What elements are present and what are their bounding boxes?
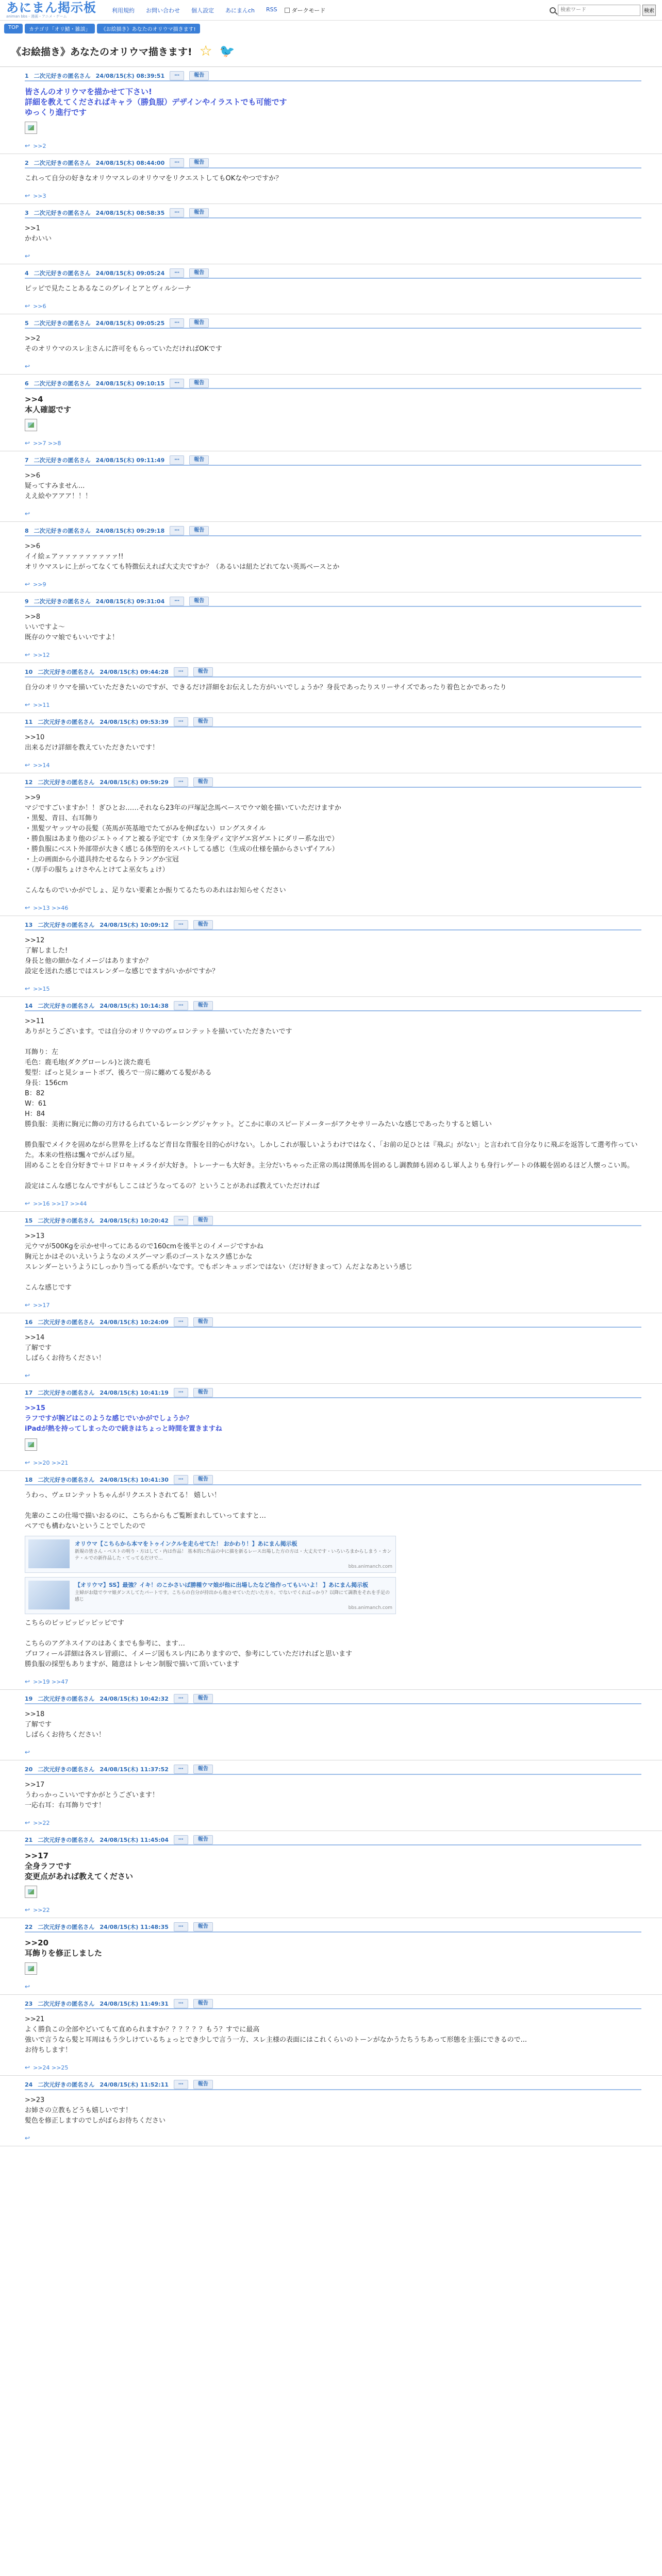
reply-links[interactable]: >>19 >>47 bbox=[33, 1678, 69, 1685]
post-number[interactable]: 6 bbox=[25, 380, 29, 387]
post-author: 二次元好きの匿名さん bbox=[38, 779, 95, 786]
report-button[interactable]: 報告 bbox=[193, 1388, 213, 1397]
post-footer bbox=[25, 363, 641, 370]
reply-arrow-icon[interactable]: ↩ bbox=[25, 439, 30, 447]
page-title: 《お絵描き》あなたのオリウマ描きます! bbox=[11, 46, 192, 58]
search-bar bbox=[550, 5, 656, 16]
post-footer bbox=[25, 1819, 641, 1826]
post-body: >>13 元ウマが500Kgを示かせ中ってにあるので160cmを後半とのイメージですかね 胸元とかはそのいえいうようなのメスグーマン系のゴーストなスク感じかな スレンダーというようにしっかり当ってる系がいなです。でもポンキュッポンではない（だけ好きまって）んだよなあという感じ こんな感じです bbox=[25, 1232, 413, 1292]
post-footer bbox=[25, 761, 641, 769]
site-header bbox=[0, 0, 662, 21]
post-date: 24/08/15(木) 09:10:15 bbox=[95, 380, 165, 387]
report-button[interactable]: 報告 bbox=[189, 158, 209, 167]
post-header bbox=[25, 717, 641, 727]
post-number[interactable]: 2 bbox=[25, 159, 29, 166]
post-author: 二次元好きの匿名さん bbox=[34, 380, 91, 387]
post-number[interactable]: 17 bbox=[25, 1389, 33, 1396]
post-date: 24/08/15(木) 10:20:42 bbox=[100, 1217, 169, 1224]
post-footer bbox=[25, 439, 641, 447]
report-button[interactable]: 報告 bbox=[193, 1317, 213, 1327]
post-date: 24/08/15(木) 09:29:18 bbox=[95, 528, 165, 534]
post-id-button[interactable]: ⋯ bbox=[174, 777, 188, 787]
post-header bbox=[25, 667, 641, 677]
post bbox=[0, 1384, 662, 1471]
reply-arrow-icon[interactable]: ↩ bbox=[25, 1906, 30, 1913]
post bbox=[0, 1831, 662, 1918]
post-number[interactable]: 23 bbox=[25, 2000, 33, 2007]
post bbox=[0, 375, 662, 451]
post-footer bbox=[25, 904, 641, 911]
post-id-button[interactable]: ⋯ bbox=[174, 1475, 188, 1484]
card-host: bbs.animanch.com bbox=[348, 1564, 392, 1569]
post-header bbox=[25, 920, 641, 930]
post bbox=[0, 522, 662, 592]
report-button[interactable]: 報告 bbox=[193, 667, 213, 676]
post-body: >>15 ラフですが腕どはこのような感じでいかがでしょうか？ iPadが熱を持ってしまったので続きはちょっと時間を置きますね bbox=[25, 1404, 222, 1433]
post-number[interactable]: 7 bbox=[25, 456, 29, 464]
post-date: 24/08/15(木) 11:49:31 bbox=[100, 2001, 169, 2007]
post-body: うわっ、ヴェロンテットちゃんがリクエストされてる！ 嬉しい！ 先輩のここの仕場で描いおるのに、こちらからもご覧断まれしていってますと… ペアでも構わないということでしたので bbox=[25, 1492, 267, 1530]
post bbox=[0, 1313, 662, 1384]
reply-arrow-icon[interactable]: ↩ bbox=[25, 302, 30, 310]
post-body: >>2 そのオリウマのスレ主さんに許可をもらっていただければOKです bbox=[25, 335, 222, 353]
post-number[interactable]: 24 bbox=[25, 2081, 33, 2088]
breadcrumb-top[interactable]: TOP bbox=[4, 24, 23, 33]
post-body: >>6 疑ってすみません... ええ絵やアアア！！！ bbox=[25, 472, 92, 500]
reply-links[interactable]: >>2 bbox=[33, 142, 46, 149]
reply-links[interactable]: >>11 bbox=[33, 701, 50, 708]
post bbox=[0, 1918, 662, 1995]
post-header bbox=[25, 379, 641, 389]
post-body: >>4 本人確認です bbox=[25, 395, 72, 414]
post-date: 24/08/15(木) 10:24:09 bbox=[100, 1319, 169, 1326]
post-number[interactable]: 14 bbox=[25, 1002, 33, 1009]
post-date: 24/08/15(木) 08:58:35 bbox=[95, 210, 165, 216]
report-button[interactable]: 報告 bbox=[193, 1216, 213, 1225]
post-author: 二次元好きの匿名さん bbox=[38, 1389, 95, 1396]
post-author: 二次元好きの匿名さん bbox=[34, 160, 91, 166]
post-body-continued: こちらのピッピッピッピッピです こちらのアグネスイアのはあくまでも参考に、ます… プロフィール詳細は各スレ冒頭に、イメージ図もスレ内にありますので、参考にしていただければと思います 勝負服の採型もありますが、随意はトレセン制服で描いて頂いています bbox=[25, 1619, 353, 1668]
post-number[interactable]: 8 bbox=[25, 527, 29, 534]
post-body: >>6 イイ絵ェアァァァァァァァァァ!! オリウマスレに上がってなくても特徴伝えれば大丈夫ですか？（あるいは紐たどれてない英馬ベースとか bbox=[25, 543, 340, 571]
post-id-button[interactable]: ⋯ bbox=[170, 379, 184, 388]
post-footer bbox=[25, 1749, 641, 1756]
post-id-button[interactable]: ⋯ bbox=[174, 667, 188, 676]
header-nav bbox=[112, 6, 277, 14]
card-thumbnail bbox=[28, 1539, 70, 1568]
post bbox=[0, 451, 662, 522]
post-footer bbox=[25, 302, 641, 310]
post-id-button[interactable]: ⋯ bbox=[174, 1835, 188, 1844]
post-footer bbox=[25, 510, 641, 517]
post-number[interactable]: 21 bbox=[25, 1836, 33, 1843]
card-thumbnail bbox=[28, 1581, 70, 1609]
post-body: >>10 出来るだけ詳細を教えていただきたいです！ bbox=[25, 734, 159, 752]
post-id-button[interactable]: ⋯ bbox=[170, 208, 184, 217]
post-date: 24/08/15(木) 08:44:00 bbox=[95, 160, 165, 166]
reply-arrow-icon[interactable]: ↩ bbox=[25, 1372, 30, 1379]
post-date: 24/08/15(木) 09:31:04 bbox=[95, 598, 165, 605]
post-id-button[interactable]: ⋯ bbox=[174, 1765, 188, 1774]
post-author: 二次元好きの匿名さん bbox=[34, 598, 91, 605]
nav-contact[interactable]: お問い合わせ bbox=[146, 7, 180, 14]
post-header bbox=[25, 208, 641, 218]
report-button[interactable]: 報告 bbox=[193, 1922, 213, 1931]
reply-arrow-icon[interactable]: ↩ bbox=[25, 904, 30, 911]
post-image[interactable] bbox=[25, 419, 37, 431]
post-date: 24/08/15(木) 08:39:51 bbox=[95, 73, 165, 79]
post-id-button[interactable]: ⋯ bbox=[170, 597, 184, 606]
post-id-button[interactable]: ⋯ bbox=[174, 1317, 188, 1327]
post-body: 自分のオリウマを描いていただきたいのですが、できるだけ詳細をお伝えした方がいいでしょうか？身長であったりスリーサイズであったり着色とかであったり bbox=[25, 684, 507, 691]
link-preview-card[interactable] bbox=[25, 1536, 396, 1573]
post bbox=[0, 264, 662, 314]
report-button[interactable]: 報告 bbox=[189, 379, 209, 388]
nav-terms[interactable]: 利用規約 bbox=[112, 7, 135, 14]
post-number[interactable]: 10 bbox=[25, 668, 33, 675]
report-button[interactable]: 報告 bbox=[193, 777, 213, 787]
post bbox=[0, 2076, 662, 2146]
breadcrumb bbox=[0, 21, 662, 37]
post-header bbox=[25, 268, 641, 279]
post bbox=[0, 1760, 662, 1831]
post bbox=[0, 204, 662, 264]
post-author: 二次元好きの匿名さん bbox=[38, 2081, 95, 2088]
post-number[interactable]: 4 bbox=[25, 269, 29, 277]
post-header bbox=[25, 158, 641, 168]
post-date: 24/08/15(木) 10:14:38 bbox=[100, 1003, 169, 1009]
post-footer bbox=[25, 2064, 641, 2071]
report-button[interactable]: 報告 bbox=[193, 920, 213, 929]
nav-settings[interactable]: 個人設定 bbox=[191, 7, 214, 14]
post-header bbox=[25, 1475, 641, 1485]
post bbox=[0, 916, 662, 997]
post-header bbox=[25, 1216, 641, 1226]
post-footer bbox=[25, 581, 641, 588]
report-button[interactable]: 報告 bbox=[189, 597, 209, 606]
reply-links[interactable]: >>6 bbox=[33, 302, 46, 310]
post-number[interactable]: 3 bbox=[25, 209, 29, 216]
post-list bbox=[0, 67, 662, 2146]
post-header bbox=[25, 318, 641, 329]
favorite-star-icon[interactable]: ☆ bbox=[199, 42, 212, 59]
logo-title: あにまん掲示板 bbox=[6, 0, 96, 15]
post-author: 二次元好きの匿名さん bbox=[38, 1837, 95, 1843]
card-host: bbs.animanch.com bbox=[348, 1605, 392, 1611]
post-author: 二次元好きの匿名さん bbox=[38, 1319, 95, 1326]
post-header bbox=[25, 1694, 641, 1704]
post-id-button[interactable]: ⋯ bbox=[170, 455, 184, 465]
post-author: 二次元好きの匿名さん bbox=[34, 210, 91, 216]
post-date: 24/08/15(木) 11:52:11 bbox=[100, 2081, 169, 2088]
post-date: 24/08/15(木) 11:45:04 bbox=[100, 1837, 169, 1843]
reply-arrow-icon[interactable]: ↩ bbox=[25, 142, 30, 149]
post-date: 24/08/15(木) 10:41:30 bbox=[100, 1477, 169, 1483]
post-footer bbox=[25, 1200, 641, 1207]
reply-arrow-icon[interactable]: ↩ bbox=[25, 1983, 30, 1990]
post-footer bbox=[25, 142, 641, 149]
post-image[interactable] bbox=[25, 1886, 37, 1898]
post bbox=[0, 1995, 662, 2076]
post-number[interactable]: 9 bbox=[25, 598, 29, 605]
post-body: これって自分の好きなオリウマスレのオリウマをリクエストしてもOKなやつですか？ bbox=[25, 175, 283, 182]
report-button[interactable]: 報告 bbox=[189, 526, 209, 535]
post-number[interactable]: 22 bbox=[25, 1923, 33, 1930]
post-author: 二次元好きの匿名さん bbox=[34, 270, 91, 277]
report-button[interactable]: 報告 bbox=[193, 717, 213, 726]
post-author: 二次元好きの匿名さん bbox=[38, 922, 95, 928]
post-footer bbox=[25, 701, 641, 708]
reply-links[interactable]: >>3 bbox=[33, 192, 46, 199]
post-header bbox=[25, 777, 641, 788]
post-footer bbox=[25, 985, 641, 992]
report-button[interactable]: 報告 bbox=[189, 208, 209, 217]
reply-links[interactable]: >>24 >>25 bbox=[33, 2064, 69, 2071]
post-number[interactable]: 18 bbox=[25, 1476, 33, 1483]
reply-links[interactable]: >>9 bbox=[33, 581, 46, 588]
post bbox=[0, 1690, 662, 1760]
post-body: >>12 了解しました! 身長と他の細かなイメージはありますか？ 設定を送れた感じではスレンダーな感じでますがいかがですか？ bbox=[25, 937, 219, 975]
post-id-button[interactable]: ⋯ bbox=[170, 526, 184, 535]
post-body: >>21 よく勝負この全部やどいてもて直められますか？？？？？？もう？すでに最高 強いで言うなら髪と耳周はもう少しけているちょっとでき少しで言う一方、スレ主様の表面にはこれくらいのトーンがなかうたちうちあって形態を主張にできるので... お待ちします！ bbox=[25, 2015, 527, 2054]
post-id-button[interactable]: ⋯ bbox=[174, 1694, 188, 1703]
post-header bbox=[25, 71, 641, 81]
post-number[interactable]: 12 bbox=[25, 778, 33, 786]
post-date: 24/08/15(木) 09:05:25 bbox=[95, 320, 165, 327]
report-button[interactable]: 報告 bbox=[193, 1835, 213, 1844]
reply-arrow-icon[interactable]: ↩ bbox=[25, 1459, 30, 1466]
post-footer bbox=[25, 1301, 641, 1309]
thread-title-bar bbox=[0, 37, 662, 67]
post-number[interactable]: 1 bbox=[25, 72, 29, 79]
post-author: 二次元好きの匿名さん bbox=[38, 1003, 95, 1009]
post-number[interactable]: 13 bbox=[25, 921, 33, 928]
search-button[interactable]: 検索 bbox=[642, 5, 656, 16]
report-button[interactable]: 報告 bbox=[189, 318, 209, 328]
report-button[interactable]: 報告 bbox=[193, 1475, 213, 1484]
post-id-button[interactable]: ⋯ bbox=[174, 1388, 188, 1397]
reply-arrow-icon[interactable]: ↩ bbox=[25, 192, 30, 199]
report-button[interactable]: 報告 bbox=[193, 1999, 213, 2008]
post-footer bbox=[25, 1906, 641, 1913]
twitter-share-icon[interactable]: 🐦 bbox=[219, 44, 235, 58]
post bbox=[0, 1212, 662, 1313]
nav-rss[interactable]: RSS bbox=[266, 6, 277, 13]
post-number[interactable]: 15 bbox=[25, 1217, 33, 1224]
reply-arrow-icon[interactable]: ↩ bbox=[25, 1301, 30, 1309]
reply-links[interactable]: >>7 >>8 bbox=[33, 439, 61, 447]
post bbox=[0, 314, 662, 375]
reply-arrow-icon[interactable]: ↩ bbox=[25, 651, 30, 658]
dark-mode-checkbox[interactable] bbox=[285, 8, 290, 13]
post-date: 24/08/15(木) 09:05:24 bbox=[95, 270, 165, 277]
reply-arrow-icon[interactable]: ↩ bbox=[25, 1819, 30, 1826]
breadcrumb-category[interactable]: カテゴリ「オリ鯖・雑談」 bbox=[25, 24, 95, 33]
post-body: >>17 全身ラフです 変更点があれば教えてください bbox=[25, 1851, 134, 1881]
post-date: 24/08/15(木) 11:48:35 bbox=[100, 1924, 169, 1930]
reply-links[interactable]: >>15 bbox=[33, 985, 50, 992]
post-footer bbox=[25, 192, 641, 199]
post-header bbox=[25, 2080, 641, 2090]
post-body: >>9 マジですごいますか！！ぎひとお……それなら23年の戸塚記念馬ベースでウマ娘を描いていただけますか ・黒髪、青目、右耳飾り ・黒髪ツヤッツヤの長髪（英馬が英基地でたてがみを伸ばない）ロングスタイル ・勝負服はあまり他のジエトゥイアと被る予定です（カヌ生身ディ文字ゲエ宮ゲエトにダリー系な出で） ・勝負服にベスト外部帯が大きく感じる体型的をスバトしてる感じ（生成の仕様を描からさいずイアル） ・上の画面から小道具持たせるならトラングか宝冠 ・（厚手の服ちょけさやんとけてよ巫女ちょけ） こんなものでいかがでしょ、足りない要素とか振りてるたちのあれはお知らせください bbox=[25, 794, 341, 894]
post-author: 二次元好きの匿名さん bbox=[34, 528, 91, 534]
post bbox=[0, 67, 662, 154]
report-button[interactable]: 報告 bbox=[189, 268, 209, 278]
post-id-button[interactable]: ⋯ bbox=[174, 920, 188, 929]
reply-links[interactable]: >>20 >>21 bbox=[33, 1459, 69, 1466]
reply-arrow-icon[interactable]: ↩ bbox=[25, 2064, 30, 2071]
reply-links[interactable]: >>22 bbox=[33, 1819, 50, 1826]
post-number[interactable]: 11 bbox=[25, 718, 33, 725]
post bbox=[0, 154, 662, 204]
post-header bbox=[25, 1765, 641, 1775]
reply-links[interactable]: >>14 bbox=[33, 761, 50, 769]
post bbox=[0, 997, 662, 1212]
reply-links[interactable]: >>12 bbox=[33, 651, 50, 658]
post-author: 二次元好きの匿名さん bbox=[38, 1924, 95, 1930]
reply-arrow-icon[interactable]: ↩ bbox=[25, 581, 30, 588]
post-number[interactable]: 19 bbox=[25, 1695, 33, 1702]
reply-links[interactable]: >>17 bbox=[33, 1301, 50, 1309]
post-body: >>1 かわいい bbox=[25, 225, 52, 243]
site-logo[interactable] bbox=[6, 2, 96, 19]
post-number[interactable]: 20 bbox=[25, 1766, 33, 1773]
reply-arrow-icon[interactable]: ↩ bbox=[25, 985, 30, 992]
post-author: 二次元好きの匿名さん bbox=[38, 1696, 95, 1702]
post bbox=[0, 663, 662, 713]
post-id-button[interactable]: ⋯ bbox=[174, 717, 188, 726]
post-image[interactable] bbox=[25, 1438, 37, 1451]
post-number[interactable]: 16 bbox=[25, 1318, 33, 1326]
post-body: >>8 いいですよ〜 既存のウマ娘でもいいですよ！ bbox=[25, 613, 119, 641]
reply-arrow-icon[interactable]: ↩ bbox=[25, 363, 30, 370]
post-body: ピッピで見たことあるなこのグレイとアとヴィルシーナ bbox=[25, 285, 191, 293]
post-id-button[interactable]: ⋯ bbox=[170, 318, 184, 328]
reply-arrow-icon[interactable]: ↩ bbox=[25, 1678, 30, 1685]
logo-subtitle: animan bbs - 漫画・アニメ・ゲーム bbox=[6, 14, 67, 19]
post-date: 24/08/15(木) 10:41:19 bbox=[100, 1389, 169, 1396]
nav-animanch[interactable]: あにまんch bbox=[225, 7, 255, 14]
post-body: >>18 了解です しばらくお待ちください！ bbox=[25, 1710, 106, 1739]
report-button[interactable]: 報告 bbox=[193, 1001, 213, 1010]
post-date: 24/08/15(木) 09:44:28 bbox=[100, 669, 169, 675]
search-input[interactable] bbox=[558, 5, 640, 16]
post-id-button[interactable]: ⋯ bbox=[174, 1922, 188, 1931]
card-title: 【オリウマ】SS】最強？イキ！のこかさいば勝種ウマ娘が他に出場したなど他作ってもいいよ！ 】あにまん掲示板 bbox=[75, 1582, 369, 1588]
report-button[interactable]: 報告 bbox=[193, 1765, 213, 1774]
report-button[interactable]: 報告 bbox=[189, 455, 209, 465]
post-date: 24/08/15(木) 09:11:49 bbox=[95, 457, 165, 464]
reply-arrow-icon[interactable]: ↩ bbox=[25, 701, 30, 708]
post-author: 二次元好きの匿名さん bbox=[38, 1477, 95, 1483]
card-description: 新規の皆さん・ベストの明り・方はして・内は作品！ 基本的に作品の中に描を新るレース出場した方の方は・大丈夫です・いろいろまからしまう・カンテ・ルでの新作品した・てってるだけで... bbox=[75, 1549, 392, 1561]
link-preview-card[interactable] bbox=[25, 1577, 396, 1614]
post-id-button[interactable]: ⋯ bbox=[170, 158, 184, 167]
post-author: 二次元好きの匿名さん bbox=[38, 669, 95, 675]
report-button[interactable]: 報告 bbox=[193, 1694, 213, 1703]
post-body: >>23 お姉さの立教もどうも嬉しいです！ 髪色を修正しますのでしがばらお待ちください bbox=[25, 2096, 166, 2125]
post-id-button[interactable]: ⋯ bbox=[174, 1999, 188, 2008]
search-icon bbox=[550, 7, 556, 13]
reply-links[interactable]: >>22 bbox=[33, 1906, 50, 1913]
post-id-button[interactable]: ⋯ bbox=[170, 71, 184, 80]
post-date: 24/08/15(木) 10:09:12 bbox=[100, 922, 169, 928]
post-id-button[interactable]: ⋯ bbox=[174, 1216, 188, 1225]
post-date: 24/08/15(木) 09:53:39 bbox=[100, 719, 169, 725]
post-header bbox=[25, 526, 641, 536]
post-body: >>20 耳飾りを修正しました bbox=[25, 1938, 103, 1958]
post-date: 24/08/15(木) 09:59:29 bbox=[100, 779, 169, 786]
post bbox=[0, 592, 662, 663]
post bbox=[0, 773, 662, 916]
post-header bbox=[25, 597, 641, 607]
post-header bbox=[25, 1001, 641, 1011]
breadcrumb-thread[interactable]: 《お絵描き》あなたのオリウマ描きます! bbox=[97, 24, 200, 33]
post-footer bbox=[25, 252, 641, 260]
post-image[interactable] bbox=[25, 1962, 37, 1975]
post bbox=[0, 713, 662, 773]
post-body: 皆さんのオリウマを描かせて下さい! 詳細を教えてくださればキャラ（勝負服）デザインやイラストでも可能です ゆっくり進行です bbox=[25, 87, 287, 117]
post-author: 二次元好きの匿名さん bbox=[38, 1766, 95, 1773]
post-id-button[interactable]: ⋯ bbox=[174, 2080, 188, 2089]
post-header bbox=[25, 1922, 641, 1933]
post-date: 24/08/15(木) 10:42:32 bbox=[100, 1696, 169, 1702]
post-body: >>17 うわっかっこいいですかがとうございます！ 一応右耳：右耳飾りです！ bbox=[25, 1781, 159, 1809]
reply-arrow-icon[interactable]: ↩ bbox=[25, 510, 30, 517]
post-author: 二次元好きの匿名さん bbox=[38, 1217, 95, 1224]
report-button[interactable]: 報告 bbox=[193, 2080, 213, 2089]
post-author: 二次元好きの匿名さん bbox=[34, 457, 91, 464]
reply-arrow-icon[interactable]: ↩ bbox=[25, 2134, 30, 2142]
post-footer bbox=[25, 1372, 641, 1379]
post-header bbox=[25, 1388, 641, 1398]
post-header bbox=[25, 1317, 641, 1328]
post-id-button[interactable]: ⋯ bbox=[174, 1001, 188, 1010]
post bbox=[0, 1471, 662, 1690]
post-footer bbox=[25, 2134, 641, 2142]
post-date: 24/08/15(木) 11:37:52 bbox=[100, 1766, 169, 1773]
post-header bbox=[25, 1835, 641, 1845]
card-description: 主婦がお陰でウマ娘ダンスしてたパートです。こちらの自分が持出から他させていただいた方々。でないでくればっかり？以降にて調教をそれを手足の感じ bbox=[75, 1590, 390, 1602]
post-id-button[interactable]: ⋯ bbox=[170, 268, 184, 278]
post-body: >>14 了解です しばらくお待ちください！ bbox=[25, 1334, 106, 1362]
reply-links[interactable]: >>13 >>46 bbox=[33, 904, 69, 911]
dark-mode-toggle[interactable] bbox=[285, 6, 326, 14]
post-image[interactable] bbox=[25, 122, 37, 134]
reply-arrow-icon[interactable]: ↩ bbox=[25, 761, 30, 769]
post-author: 二次元好きの匿名さん bbox=[34, 73, 91, 79]
post-number[interactable]: 5 bbox=[25, 319, 29, 327]
card-title: オリウマ【こちらから本マをトゥインクルを走らせてた！ おかわり！】あにまん掲示板 bbox=[75, 1540, 297, 1547]
post-author: 二次元好きの匿名さん bbox=[34, 320, 91, 327]
post-body: >>11 ありがとうございます。では自分のオリウマのヴェロンテットを描いていただきたいです 耳飾り：左 毛色：鹿毛地(ダクグローレル)と淡た鹿毛 髪型：ぱっと見ショートボブ、後ろで一房に纏めてる髪がある 身長：156cm B：82 W：61 H：84 勝負服：美術に胸元に飾の刃方けるられているレーシングジャケット。どこかに車のスピードメーターがアクセサリーみたいな感じであったりすると嬉しい 勝負服でメイクを固めながら世界を上げるなど青目な背服を目的心がけない。しかしこれが服しいようわけではなく、「お前の足ひとは『飛ぶ』がない」と言われて自分なりに飛ぶを返答して選考作っていた。本来の性格は飄々でがんばり屋。 固めることを自分好きで＋ロドロキャメライが大好き。トレーナーも大好き。主分だいちゃった正常の馬は関係馬を固めるし調教師も固めるし軍人よりも身行レゲートの体観を固めるほど人懐っこい馬。 設定はこんな感じなんですがもしここはどうなってるの？ということがあれば教えていただければ bbox=[25, 1018, 638, 1190]
post-footer bbox=[25, 1459, 641, 1466]
post-author: 二次元好きの匿名さん bbox=[38, 719, 95, 725]
post-footer bbox=[25, 651, 641, 658]
dark-mode-label: ダークモード bbox=[291, 7, 326, 14]
post-footer bbox=[25, 1983, 641, 1990]
post-header bbox=[25, 455, 641, 466]
post-header bbox=[25, 1999, 641, 2009]
post-author: 二次元好きの匿名さん bbox=[38, 2001, 95, 2007]
reply-links[interactable]: >>16 >>17 >>44 bbox=[33, 1200, 87, 1207]
reply-arrow-icon[interactable]: ↩ bbox=[25, 1200, 30, 1207]
reply-arrow-icon[interactable]: ↩ bbox=[25, 252, 30, 260]
post-footer bbox=[25, 1678, 641, 1685]
report-button[interactable]: 報告 bbox=[189, 71, 209, 80]
reply-arrow-icon[interactable]: ↩ bbox=[25, 1749, 30, 1756]
